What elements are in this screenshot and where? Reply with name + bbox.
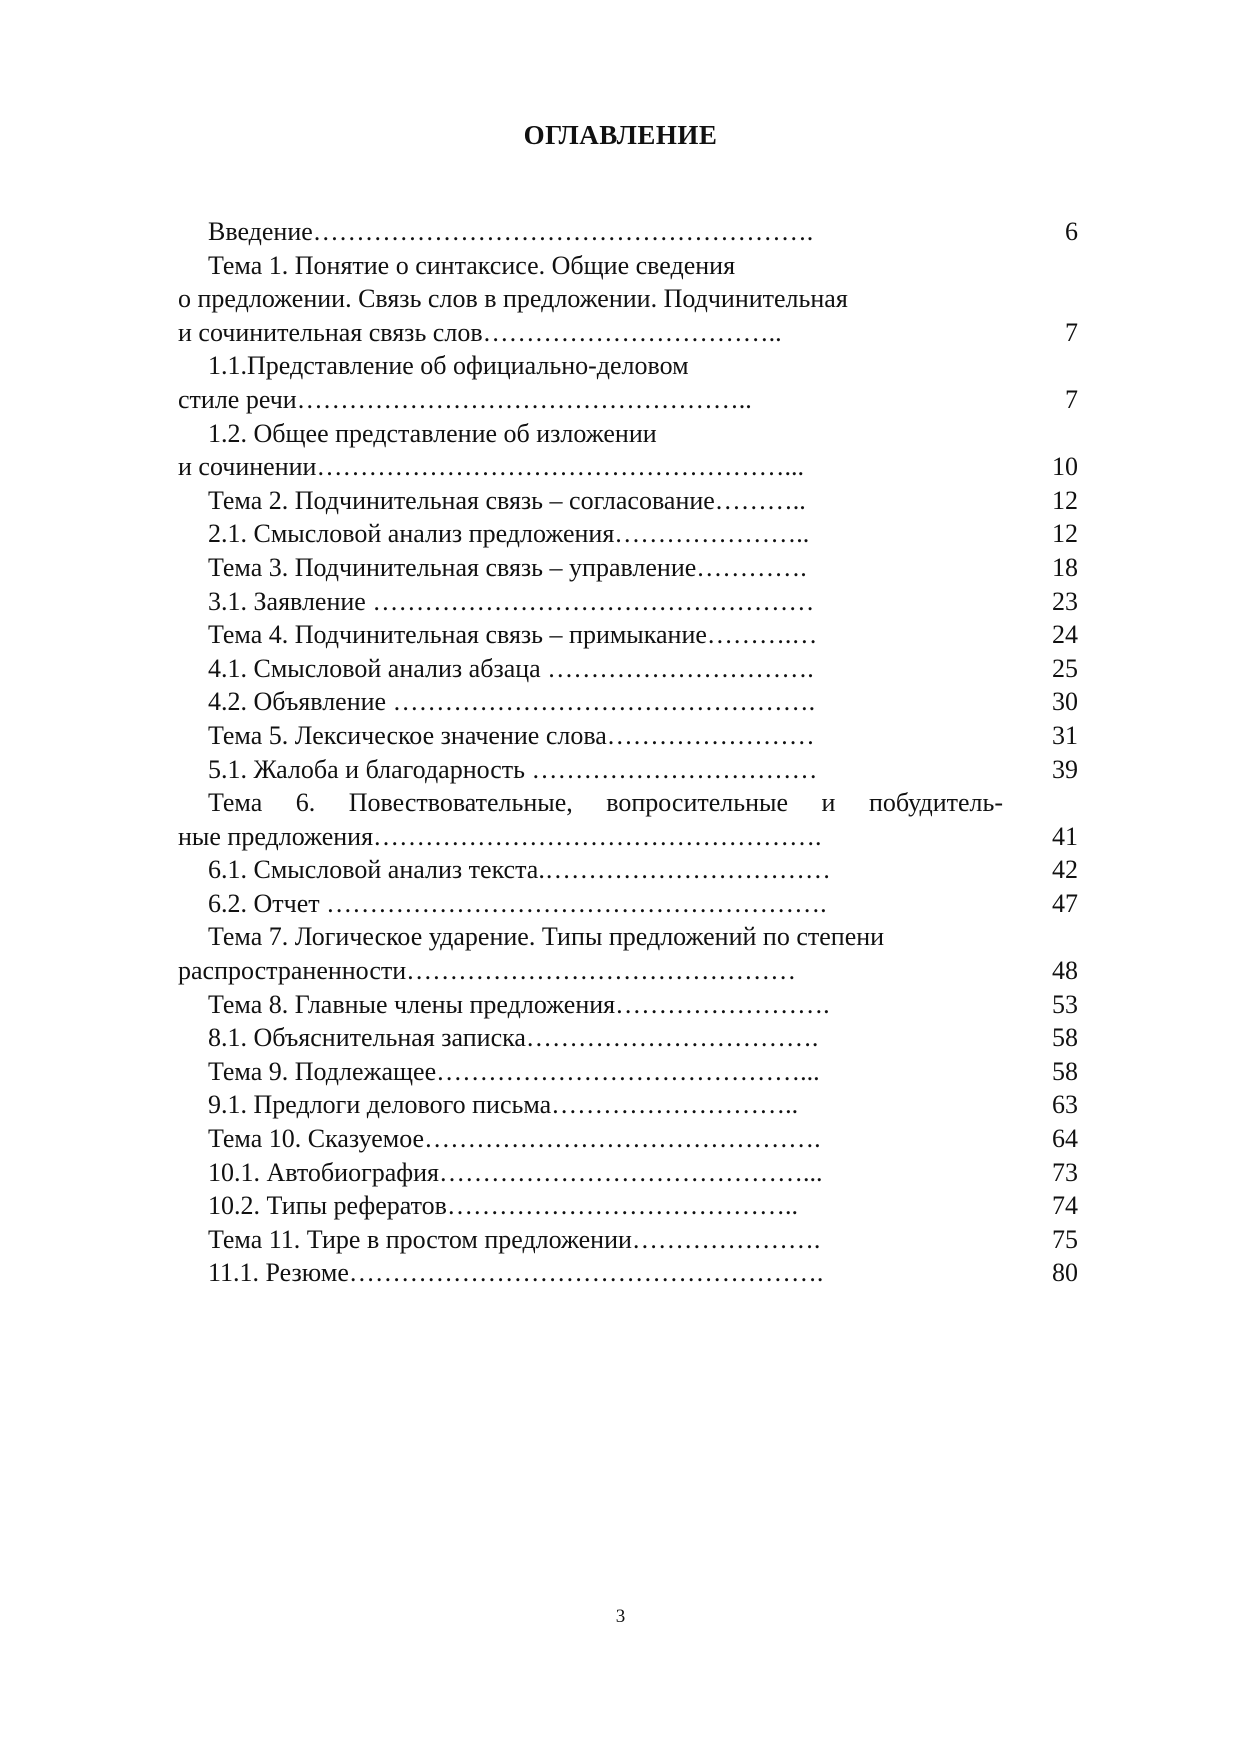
toc-entry-line: Тема 9. Подлежащее……………………………………...	[208, 1056, 820, 1086]
toc-entry-line: стиле речи……………………………………………..	[178, 384, 752, 414]
toc-entry-topic-7	[178, 920, 1078, 987]
toc-page-number: 41	[1052, 821, 1078, 851]
toc-entry-line: и сочинении………………………………………………...	[178, 452, 804, 482]
toc-entry-line: 5.1. Жалоба и благодарность ……………………………	[208, 754, 818, 784]
toc-entry-line: Тема 1. Понятие о синтаксисе. Общие сведения	[208, 250, 736, 280]
toc-entry-line: 8.1. Объяснительная записка…………………………….	[208, 1023, 819, 1053]
toc-page-number: 53	[1052, 989, 1078, 1019]
toc-page-number: 64	[1052, 1124, 1078, 1154]
toc-entry-line: Тема 6. Повествовательные, вопросительные и побудитель-	[208, 788, 1003, 818]
toc-page-number: 48	[1052, 956, 1078, 986]
toc-entry-topic-11	[178, 1223, 1078, 1257]
toc-entry-topic-2	[178, 484, 1078, 518]
toc-page-number: 63	[1052, 1090, 1078, 1120]
page-number: 3	[615, 1606, 626, 1627]
toc-entry-topic-5	[178, 719, 1078, 753]
toc-page-number: 25	[1052, 653, 1078, 683]
toc-entry-topic-8	[178, 988, 1078, 1022]
toc-page-number: 7	[1065, 317, 1078, 347]
toc-entry-line: 1.2. Общее представление об изложении	[208, 418, 657, 448]
toc-entry-10-1	[178, 1156, 1078, 1190]
toc-entry-line: 3.1. Заявление ……………………………………………	[208, 586, 815, 616]
toc-entry-1-1	[178, 349, 1078, 416]
toc-page-number: 39	[1052, 754, 1078, 784]
toc-entry-line: 10.2. Типы рефератов…………………………………..	[208, 1191, 798, 1221]
toc-entry-line: Тема 2. Подчинительная связь – согласование………..	[208, 485, 806, 515]
toc-page-number: 75	[1052, 1224, 1078, 1254]
toc-page-number: 10	[1052, 452, 1078, 482]
toc-entry-4-1	[178, 652, 1078, 686]
toc-page-number: 47	[1052, 888, 1078, 918]
toc-page-number: 12	[1052, 485, 1078, 515]
toc-entry-topic-10	[178, 1122, 1078, 1156]
toc-entry-line: Тема 3. Подчинительная связь – управление………….	[208, 552, 807, 582]
toc-entry-line: о предложении. Связь слов в предложении. Подчинительная	[178, 284, 848, 314]
toc-entry-1-2	[178, 417, 1078, 484]
toc-page-number: 42	[1052, 855, 1078, 885]
toc-page-number: 23	[1052, 586, 1078, 616]
toc-entry-10-2	[178, 1189, 1078, 1223]
toc-entry-topic-1	[178, 249, 1078, 350]
toc-page-number: 12	[1052, 519, 1078, 549]
toc-entry-topic-6	[178, 786, 1078, 853]
toc-page-number: 18	[1052, 552, 1078, 582]
toc-entry-line: 11.1. Резюме……………………………………………….	[208, 1258, 824, 1288]
toc-entry-line: 10.1. Автобиография……………………………………...	[208, 1157, 823, 1187]
toc-page-number: 24	[1052, 620, 1078, 650]
toc-entry-line: 6.2. Отчет ………………………………………………….	[208, 888, 827, 918]
toc-page-number: 58	[1052, 1023, 1078, 1053]
toc-page-number: 74	[1052, 1191, 1078, 1221]
table-of-contents	[178, 215, 1078, 1290]
toc-entry-introduction	[178, 215, 1078, 249]
toc-entry-line: 9.1. Предлоги делового письма………………………..	[208, 1090, 799, 1120]
toc-page-number: 31	[1052, 720, 1078, 750]
toc-entry-2-1	[178, 517, 1078, 551]
toc-entry-3-1	[178, 585, 1078, 619]
toc-entry-line: Тема 11. Тире в простом предложении………………….	[208, 1224, 821, 1254]
toc-entry-line: ные предложения…………………………………………….	[178, 821, 822, 851]
toc-entry-line: Тема 7. Логическое ударение. Типы предложений по степени	[208, 922, 885, 952]
toc-entry-4-2	[178, 685, 1078, 719]
toc-entry-line: Тема 8. Главные члены предложения…………………….	[208, 989, 830, 1019]
toc-page-number: 7	[1065, 384, 1078, 414]
toc-entry-line: Тема 5. Лексическое значение слова……………………	[208, 720, 815, 750]
toc-page-number: 30	[1052, 687, 1078, 717]
toc-entry-5-1	[178, 753, 1078, 787]
toc-entry-line: Введение………………………………………………….	[208, 217, 814, 246]
toc-entry-line: 4.1. Смысловой анализ абзаца ………………………….	[208, 653, 814, 683]
toc-page-number: 73	[1052, 1157, 1078, 1187]
toc-entry-topic-4	[178, 618, 1078, 652]
page-title: ОГЛАВЛЕНИЕ	[523, 120, 718, 150]
toc-page-number: 80	[1052, 1258, 1078, 1288]
toc-entry-9-1	[178, 1088, 1078, 1122]
toc-entry-line: Тема 10. Сказуемое……………………………………….	[208, 1124, 821, 1154]
toc-entry-line: Тема 4. Подчинительная связь – примыкание……….…	[208, 620, 818, 650]
toc-entry-6-2	[178, 887, 1078, 921]
toc-entry-6-1	[178, 853, 1078, 887]
toc-entry-line: 4.2. Объявление ………………………………………….	[208, 687, 816, 717]
toc-entry-11-1	[178, 1256, 1078, 1290]
toc-entry-line: 1.1.Представление об официально-деловом	[208, 351, 689, 381]
toc-entry-line: 6.1. Смысловой анализ текста.……………………………	[208, 855, 831, 885]
toc-entry-topic-9	[178, 1055, 1078, 1089]
toc-entry-line: распространенности………………………………………	[178, 956, 797, 986]
toc-entry-topic-3	[178, 551, 1078, 585]
toc-entry-8-1	[178, 1021, 1078, 1055]
toc-page-number: 6	[1065, 217, 1078, 246]
toc-page-number: 58	[1052, 1056, 1078, 1086]
toc-entry-line: 2.1. Смысловой анализ предложения…………………..	[208, 519, 810, 549]
toc-entry-line: и сочинительная связь слов……………………………..	[178, 317, 782, 347]
